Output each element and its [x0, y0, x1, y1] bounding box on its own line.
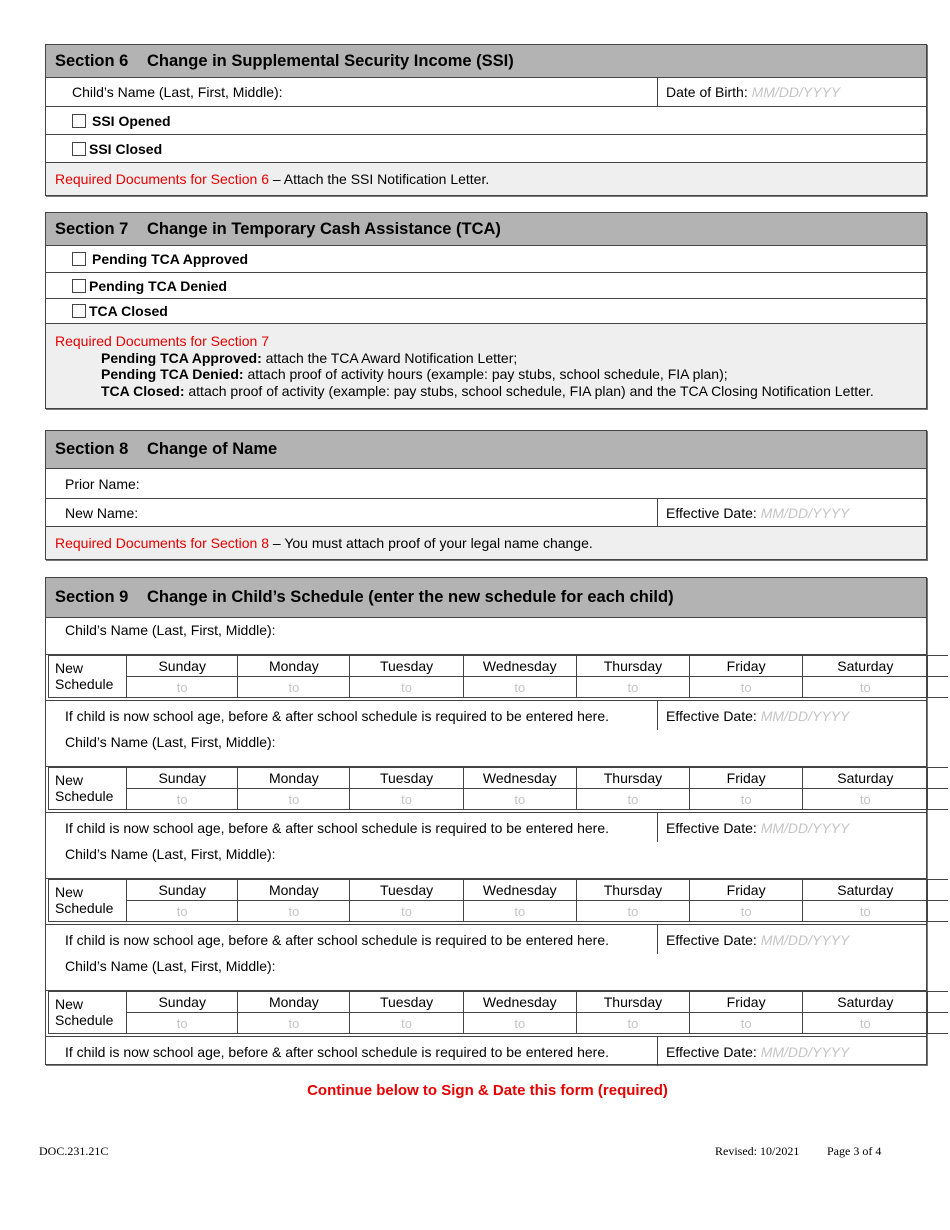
schedule-effective-date-label: Effective Date: [666, 931, 757, 948]
child-name-field[interactable] [46, 842, 926, 879]
section-8-required-text: – You must attach proof of your legal name change. [269, 535, 593, 551]
section-9-number: Section 9 [55, 588, 129, 606]
section-8-required-docs [46, 527, 926, 559]
prior-name-field[interactable] [46, 469, 926, 499]
new-schedule-label-line1: New [55, 884, 84, 900]
day-wednesday: Wednesday [463, 768, 576, 789]
tca-denied-row [46, 273, 926, 299]
section-8-header [46, 431, 926, 469]
day-wednesday: Wednesday [463, 992, 576, 1013]
new-schedule-label [49, 656, 127, 698]
day-friday: Friday [690, 656, 803, 677]
day-tuesday: Tuesday [350, 656, 463, 677]
tca-closed-row [46, 299, 926, 324]
schedule-effective-date-label: Effective Date: [666, 1043, 757, 1060]
day-tuesday: Tuesday [350, 768, 463, 789]
schedule-table [48, 879, 948, 922]
section-7-required-docs [46, 324, 926, 408]
name-effective-date-label: Effective Date: [666, 504, 757, 521]
schedule-grid [46, 655, 926, 701]
child-schedule-block [46, 730, 926, 842]
monday-time-input[interactable]: to [238, 789, 350, 810]
revised-date: Revised: 10/2021 [715, 1144, 800, 1158]
school-age-note-text: If child is now school age, before & after school schedule is required to be entered here. [65, 707, 609, 724]
school-age-note-text: If child is now school age, before & after school schedule is required to be entered here. [65, 819, 609, 836]
tca-approved-label: Pending TCA Approved [92, 251, 249, 267]
section-6-title: Change in Supplemental Security Income (SSI) [147, 51, 514, 70]
dob-label: Date of Birth: [666, 84, 748, 100]
day-sunday: Sunday [127, 880, 238, 901]
tuesday-time-input[interactable]: to [350, 1013, 463, 1034]
tca-approved-requirement [55, 350, 926, 367]
child-name-row [46, 78, 926, 107]
day-sunday: Sunday [127, 768, 238, 789]
page-number: Page 3 of 4 [827, 1144, 882, 1158]
section-9-title: Change in Child’s Schedule (enter the new schedule for each child) [147, 588, 674, 606]
day-monday: Monday [238, 880, 350, 901]
child-name-field[interactable] [46, 618, 926, 655]
sunday-time-input[interactable]: to [127, 901, 238, 922]
section-8-number: Section 8 [55, 440, 129, 458]
tca-approved-req-label: Pending TCA Approved: [101, 349, 262, 366]
school-age-note [46, 701, 658, 730]
schedule-grid [46, 991, 926, 1037]
schedule-effective-date-label: Effective Date: [666, 707, 757, 724]
grid-extra-cell [928, 1013, 948, 1034]
child-name-field[interactable] [46, 954, 926, 991]
school-age-row [46, 1037, 926, 1066]
monday-time-input[interactable]: to [238, 677, 350, 698]
schedule-days-row [49, 880, 949, 901]
new-schedule-label [49, 992, 127, 1034]
tca-closed-label: TCA Closed [89, 303, 168, 319]
prior-name-label: Prior Name: [65, 475, 140, 492]
grid-extra-cell [928, 901, 948, 922]
schedule-grid [46, 879, 926, 925]
new-schedule-label-line2: Schedule [55, 676, 114, 692]
ssi-closed-label: SSI Closed [89, 140, 163, 157]
schedule-effective-date-field[interactable] [658, 813, 849, 842]
thursday-time-input[interactable]: to [576, 789, 689, 810]
day-tuesday: Tuesday [350, 880, 463, 901]
schedule-times-row [49, 1013, 949, 1034]
section-8 [45, 430, 927, 560]
grid-extra-cell [928, 880, 948, 901]
section-9-header [46, 578, 926, 618]
dob-placeholder: MM/DD/YYYY [751, 84, 841, 100]
day-thursday: Thursday [576, 768, 689, 789]
children-schedules [46, 618, 926, 1066]
name-effective-date-field[interactable] [658, 499, 849, 526]
child-schedule-block [46, 618, 926, 730]
child-name-field[interactable] [46, 78, 658, 106]
schedule-days-row [49, 992, 949, 1013]
tca-closed-req-label: TCA Closed: [101, 382, 185, 399]
school-age-note-text: If child is now school age, before & after school schedule is required to be entered here. [65, 1043, 609, 1060]
child-name-label: Child’s Name (Last, First, Middle): [65, 734, 276, 750]
schedule-times-row [49, 677, 949, 698]
name-effective-date-placeholder: MM/DD/YYYY [760, 504, 850, 521]
ssi-closed-checkbox[interactable] [72, 142, 86, 156]
child-name-field[interactable] [46, 730, 926, 767]
school-age-note-text: If child is now school age, before & after school schedule is required to be entered here. [65, 931, 609, 948]
section-7 [45, 212, 927, 409]
day-monday: Monday [238, 768, 350, 789]
saturday-time-input[interactable]: to [803, 1013, 928, 1034]
saturday-time-input[interactable]: to [803, 789, 928, 810]
friday-time-input[interactable]: to [690, 789, 803, 810]
tca-approved-checkbox[interactable] [72, 252, 86, 266]
wednesday-time-input[interactable]: to [463, 901, 576, 922]
day-monday: Monday [238, 656, 350, 677]
tca-denied-req-text: attach proof of activity hours (example: pay stubs, school schedule, FIA plan); [243, 366, 728, 382]
schedule-effective-date-placeholder: MM/DD/YYYY [760, 819, 850, 836]
new-schedule-label-line1: New [55, 996, 84, 1012]
tuesday-time-input[interactable]: to [350, 789, 463, 810]
section-6-header [46, 45, 926, 78]
schedule-table [48, 767, 948, 810]
schedule-table [48, 655, 948, 698]
day-saturday: Saturday [803, 768, 928, 789]
tca-approved-row [46, 246, 926, 273]
day-friday: Friday [690, 880, 803, 901]
school-age-row [46, 925, 926, 954]
new-schedule-label-line2: Schedule [55, 900, 114, 916]
schedule-table [48, 991, 948, 1034]
wednesday-time-input[interactable]: to [463, 789, 576, 810]
child-name-label: Child’s Name (Last, First, Middle): [72, 84, 283, 100]
tca-closed-checkbox[interactable] [72, 304, 86, 318]
section-6-required-heading: Required Documents for Section 6 [55, 171, 269, 187]
sunday-time-input[interactable]: to [127, 677, 238, 698]
monday-time-input[interactable]: to [238, 1013, 350, 1034]
school-age-note [46, 1037, 658, 1066]
child-schedule-block [46, 954, 926, 1066]
grid-extra-cell [928, 992, 948, 1013]
day-saturday: Saturday [803, 880, 928, 901]
sunday-time-input[interactable]: to [127, 1013, 238, 1034]
day-friday: Friday [690, 992, 803, 1013]
sunday-time-input[interactable]: to [127, 789, 238, 810]
friday-time-input[interactable]: to [690, 901, 803, 922]
saturday-time-input[interactable]: to [803, 677, 928, 698]
new-name-row [46, 499, 926, 527]
schedule-days-row [49, 656, 949, 677]
section-7-required-heading: Required Documents for Section 7 [55, 333, 269, 349]
schedule-effective-date-label: Effective Date: [666, 819, 757, 836]
school-age-note [46, 813, 658, 842]
thursday-time-input[interactable]: to [576, 1013, 689, 1034]
day-sunday: Sunday [127, 992, 238, 1013]
tca-approved-req-text: attach the TCA Award Notification Letter; [261, 349, 518, 366]
tca-denied-checkbox[interactable] [72, 279, 86, 293]
wednesday-time-input[interactable]: to [463, 1013, 576, 1034]
child-schedule-block [46, 842, 926, 954]
section-6-number: Section 6 [55, 51, 129, 70]
child-name-label: Child’s Name (Last, First, Middle): [65, 846, 276, 862]
new-schedule-label-line2: Schedule [55, 1012, 114, 1028]
form-id: DOC.231.21C [39, 1144, 109, 1158]
day-monday: Monday [238, 992, 350, 1013]
day-wednesday: Wednesday [463, 656, 576, 677]
section-7-title: Change in Temporary Cash Assistance (TCA) [147, 219, 501, 238]
thursday-time-input[interactable]: to [576, 901, 689, 922]
new-schedule-label [49, 768, 127, 810]
continue-note: Continue below to Sign & Date this form (required) [307, 1082, 668, 1099]
tca-closed-req-text: attach proof of activity (example: pay stubs, school schedule, FIA plan) and the TCA Closing Notification Letter. [184, 382, 874, 399]
section-7-header [46, 213, 926, 246]
grid-extra-cell [928, 677, 948, 698]
grid-extra-cell [928, 656, 948, 677]
schedule-effective-date-placeholder: MM/DD/YYYY [760, 1043, 850, 1060]
ssi-closed-row [46, 135, 926, 163]
dob-field[interactable] [658, 78, 840, 106]
tuesday-time-input[interactable]: to [350, 901, 463, 922]
ssi-opened-label: SSI Opened [92, 112, 171, 129]
day-thursday: Thursday [576, 992, 689, 1013]
section-8-title: Change of Name [147, 440, 278, 458]
new-schedule-label-line1: New [55, 772, 84, 788]
section-8-required-heading: Required Documents for Section 8 [55, 535, 269, 551]
schedule-days-row [49, 768, 949, 789]
schedule-times-row [49, 901, 949, 922]
section-6-required-docs [46, 163, 926, 195]
schedule-grid [46, 767, 926, 813]
section-9 [45, 577, 927, 1065]
schedule-effective-date-placeholder: MM/DD/YYYY [760, 931, 850, 948]
friday-time-input[interactable]: to [690, 677, 803, 698]
saturday-time-input[interactable]: to [803, 901, 928, 922]
day-thursday: Thursday [576, 656, 689, 677]
grid-extra-cell [928, 768, 948, 789]
wednesday-time-input[interactable]: to [463, 677, 576, 698]
day-saturday: Saturday [803, 992, 928, 1013]
tuesday-time-input[interactable]: to [350, 677, 463, 698]
new-schedule-label-line2: Schedule [55, 788, 114, 804]
schedule-times-row [49, 789, 949, 810]
section-6 [45, 44, 927, 196]
section-7-number: Section 7 [55, 219, 129, 238]
friday-time-input[interactable]: to [690, 1013, 803, 1034]
monday-time-input[interactable]: to [238, 901, 350, 922]
new-name-label: New Name: [65, 504, 139, 521]
schedule-effective-date-field[interactable] [658, 1037, 849, 1066]
section-6-required-text: – Attach the SSI Notification Letter. [269, 171, 490, 187]
new-schedule-label [49, 880, 127, 922]
new-name-field[interactable] [46, 499, 658, 526]
schedule-effective-date-field[interactable] [658, 925, 849, 954]
ssi-opened-row [46, 107, 926, 135]
tca-denied-req-label: Pending TCA Denied: [101, 366, 244, 382]
day-friday: Friday [690, 768, 803, 789]
tca-denied-requirement [55, 366, 926, 383]
day-thursday: Thursday [576, 880, 689, 901]
school-age-note [46, 925, 658, 954]
day-tuesday: Tuesday [350, 992, 463, 1013]
child-name-label: Child’s Name (Last, First, Middle): [65, 622, 276, 638]
day-sunday: Sunday [127, 656, 238, 677]
school-age-row [46, 701, 926, 730]
school-age-row [46, 813, 926, 842]
grid-extra-cell [928, 789, 948, 810]
day-wednesday: Wednesday [463, 880, 576, 901]
schedule-effective-date-placeholder: MM/DD/YYYY [760, 707, 850, 724]
tca-denied-label: Pending TCA Denied [89, 277, 227, 294]
tca-closed-requirement [55, 383, 926, 400]
thursday-time-input[interactable]: to [576, 677, 689, 698]
day-saturday: Saturday [803, 656, 928, 677]
child-name-label: Child’s Name (Last, First, Middle): [65, 958, 276, 974]
new-schedule-label-line1: New [55, 660, 84, 676]
schedule-effective-date-field[interactable] [658, 701, 849, 730]
ssi-opened-checkbox[interactable] [72, 114, 86, 128]
